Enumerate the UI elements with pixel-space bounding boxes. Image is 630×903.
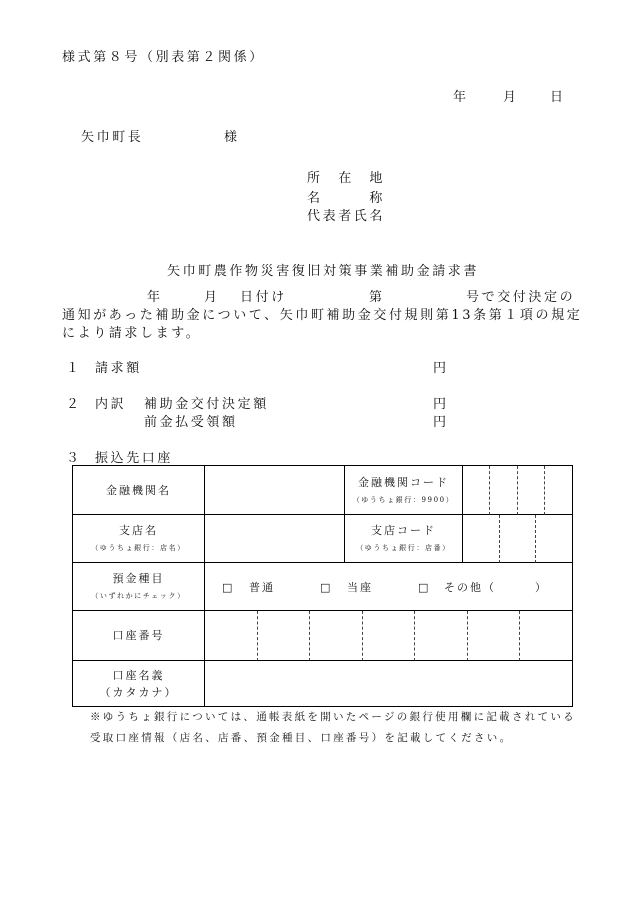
date-month-label: 月 <box>503 90 519 105</box>
bank-code-label-cell <box>345 466 463 515</box>
branch-name-label-cell <box>73 515 205 563</box>
bank-code-note: （ゆうちょ銀行：9900） <box>352 495 455 504</box>
grant-amount-unit: 円 <box>433 397 449 412</box>
deposit-type-label-cell <box>73 563 205 611</box>
body-line-3: により請求します。 <box>62 326 202 341</box>
advance-amount-label: 前金払受領額 <box>144 415 238 430</box>
item-2-number: ２ <box>66 397 82 412</box>
deposit-other-label: その他（ ） <box>444 581 548 594</box>
note-line-2: 受取口座情報（店名、店番、預金種目、口座番号）を記載してください。 <box>90 732 513 744</box>
account-holder-note: （カタカナ） <box>99 685 178 699</box>
body-day-suffix: 日付け <box>240 290 287 305</box>
addressee-honorific: 様 <box>224 130 240 145</box>
branch-name-field[interactable] <box>205 515 345 563</box>
account-holder-label-cell <box>73 661 205 707</box>
branch-name-note: （ゆうちょ銀行：店名） <box>91 544 186 552</box>
deposit-ordinary-label: 普通 <box>249 581 275 594</box>
body-month-label: 月 <box>204 290 220 305</box>
account-number-digit-box[interactable] <box>205 611 258 661</box>
account-number-digit-box[interactable] <box>520 611 573 661</box>
account-holder-label: 口座名義 <box>112 668 165 682</box>
form-number: 様式第８号（別表第２関係） <box>62 50 265 65</box>
applicant-representative-label: 代表者氏名 <box>307 209 386 224</box>
note-line-1: ※ゆうちょ銀行については、通帳表紙を開いたページの銀行使用欄に記載されている <box>90 711 576 723</box>
advance-amount-unit: 円 <box>433 415 449 430</box>
deposit-current-checkbox[interactable]: □ <box>320 581 333 594</box>
branch-code-note: （ゆうちょ銀行：店番） <box>356 544 451 552</box>
branch-code-digit-box[interactable] <box>463 515 500 563</box>
account-holder-field[interactable] <box>205 661 573 707</box>
account-number-label: 口座番号 <box>112 629 165 642</box>
bank-code-digit-box[interactable] <box>518 466 545 515</box>
body-number-suffix: 号で交付決定の <box>466 290 576 305</box>
applicant-name-label: 名 称 <box>307 191 386 206</box>
deposit-current-label: 当座 <box>347 581 373 594</box>
item-1-label: 請求額 <box>95 361 142 376</box>
item-2-label: 内訳 <box>95 397 127 412</box>
deposit-type-options <box>205 563 573 611</box>
account-number-digit-box[interactable] <box>258 611 310 661</box>
branch-code-label: 支店コード <box>371 524 436 537</box>
item-1-unit: 円 <box>433 361 449 376</box>
body-number-prefix: 第 <box>369 290 385 305</box>
date-day-label: 日 <box>550 90 566 105</box>
account-number-digit-box[interactable] <box>310 611 363 661</box>
bank-account-table <box>72 465 573 707</box>
branch-code-label-cell <box>345 515 463 563</box>
account-number-digit-box[interactable] <box>363 611 415 661</box>
document-title: 矢巾町農作物災害復旧対策事業補助金請求書 <box>167 264 480 279</box>
bank-name-field[interactable] <box>205 466 345 515</box>
deposit-type-label: 預金種目 <box>112 572 165 585</box>
deposit-type-note: （いずれかにチェック） <box>91 592 186 600</box>
bank-code-digit-box[interactable] <box>545 466 573 515</box>
grant-amount-label: 補助金交付決定額 <box>144 397 269 412</box>
item-1-number: １ <box>66 361 82 376</box>
item-3-number: ３ <box>66 451 82 466</box>
deposit-other-checkbox[interactable]: □ <box>418 581 431 594</box>
body-line-2: 通知があった補助金について、矢巾町補助金交付規則第13条第１項の規定 <box>62 308 583 323</box>
applicant-address-label: 所 在 地 <box>307 171 386 186</box>
deposit-ordinary-checkbox[interactable]: □ <box>222 581 235 594</box>
bank-code-digit-box[interactable] <box>463 466 490 515</box>
item-3-label: 振込先口座 <box>95 451 174 466</box>
body-year-label: 年 <box>147 290 163 305</box>
date-year-label: 年 <box>453 90 469 105</box>
account-number-digit-box[interactable] <box>468 611 520 661</box>
bank-code-digit-box[interactable] <box>490 466 518 515</box>
account-number-digit-box[interactable] <box>415 611 468 661</box>
branch-code-digit-box[interactable] <box>536 515 573 563</box>
account-number-label-cell <box>73 611 205 661</box>
addressee-name: 矢巾町長 <box>81 130 144 145</box>
branch-name-label: 支店名 <box>119 524 158 537</box>
bank-code-label: 金融機関コード <box>358 475 449 489</box>
branch-code-digit-box[interactable] <box>500 515 536 563</box>
bank-name-label-cell <box>73 466 205 515</box>
bank-name-label: 金融機関名 <box>106 483 171 497</box>
